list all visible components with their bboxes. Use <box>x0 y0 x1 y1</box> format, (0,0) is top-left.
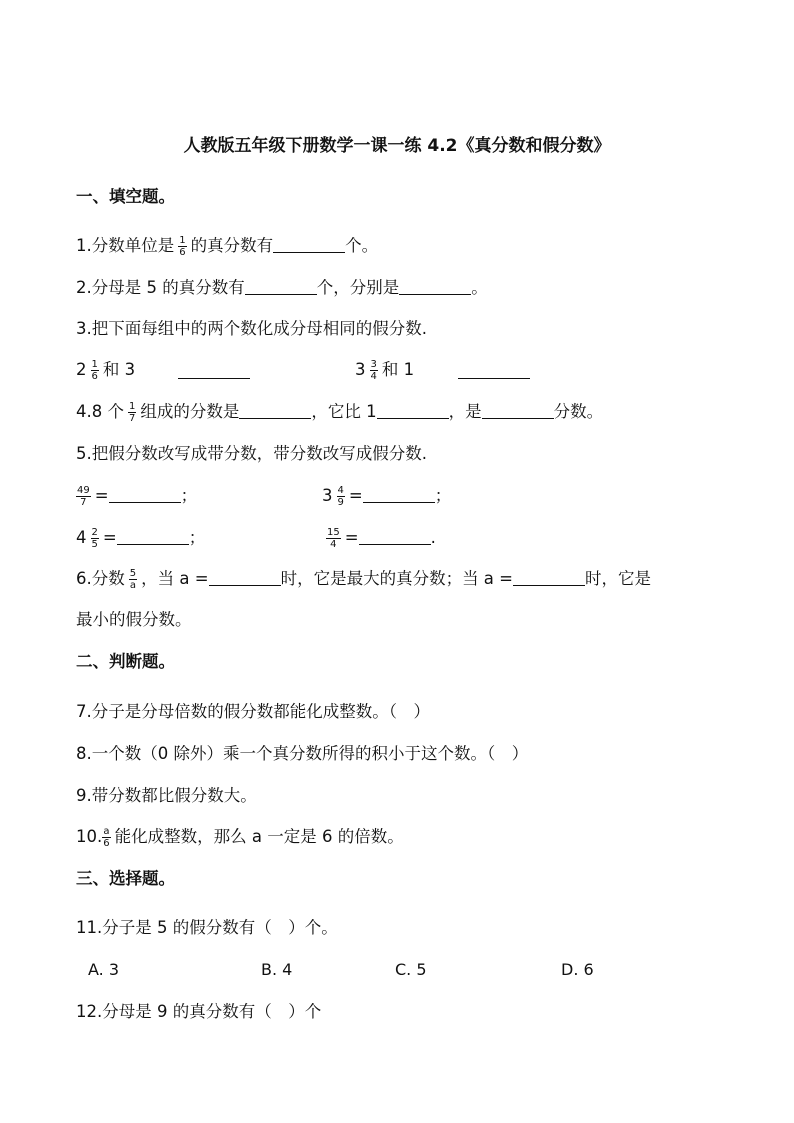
q6-fraction: $\frac{5}{a}$ <box>129 568 137 591</box>
q5-i1-equals: = <box>94 486 109 505</box>
q1-answer-blank[interactable] <box>273 236 345 253</box>
q3-left-fraction: $\frac{1}{6}$ <box>91 359 98 382</box>
q3-left-blank[interactable] <box>178 362 250 379</box>
q5-i2-blank[interactable] <box>363 486 435 503</box>
q4-blank-2[interactable] <box>377 402 449 419</box>
question-6 <box>76 564 651 594</box>
q6-text-c: 时，它是最大的真分数；当 a = <box>280 569 513 588</box>
question-1 <box>76 231 378 261</box>
q2-text-c: 。 <box>471 278 488 297</box>
q5-i4-fraction: $\frac{15}{4}$ <box>327 527 340 550</box>
q5-i4-blank[interactable] <box>359 528 431 545</box>
q3-right-fraction: $\frac{3}{4}$ <box>370 359 377 382</box>
q3-right-blank[interactable] <box>458 362 530 379</box>
q10-text-a: 10. <box>76 827 103 846</box>
q3-left-whole: 2 <box>76 360 87 379</box>
q5-i1-blank[interactable] <box>109 486 181 503</box>
q4-text-d: ，是 <box>448 402 482 421</box>
q4-text-b: 组成的分数是 <box>140 402 240 421</box>
q5-i3-fraction: $\frac{2}{5}$ <box>91 527 98 550</box>
q6-text-a: 6.分数 <box>76 569 125 588</box>
q4-fraction: $\frac{1}{7}$ <box>129 401 136 424</box>
q4-blank-1[interactable] <box>239 402 311 419</box>
question-3: 3.把下面每组中的两个数化成分母相同的假分数. <box>76 319 427 338</box>
q6-blank-1[interactable] <box>209 569 281 586</box>
section-heading-true-false: 二、判断题。 <box>76 652 175 671</box>
question-8: 8.一个数（0 除外）乘一个真分数所得的积小于这个数。（ ） <box>76 744 529 763</box>
q6-blank-2[interactable] <box>513 569 585 586</box>
q11-option-a[interactable]: A. 3 <box>88 960 120 979</box>
q2-blank-count[interactable] <box>245 278 317 295</box>
question-4 <box>76 397 603 427</box>
section-heading-multiple-choice: 三、选择题。 <box>76 869 175 888</box>
q5-i2-equals: = <box>348 486 363 505</box>
q5-i1-end: ； <box>180 486 198 505</box>
page-title: 人教版五年级下册数学一课一练 4.2《真分数和假分数》 <box>183 136 611 156</box>
q3-right-and: 和 1 <box>381 360 415 379</box>
q4-text-e: 分数。 <box>553 402 604 421</box>
q5-i4-equals: = <box>344 528 359 547</box>
q3-right-whole: 3 <box>355 360 366 379</box>
q5-item-4 <box>322 523 436 553</box>
question-9: 9.带分数都比假分数大。 <box>76 786 257 805</box>
q5-i3-end: ； <box>188 528 206 547</box>
q6-text-d: 时，它是 <box>585 569 651 588</box>
q1-fraction: $\frac{1}{6}$ <box>179 235 186 258</box>
q1-text-c: 个。 <box>345 236 379 255</box>
question-7: 7.分子是分母倍数的假分数都能化成整数。（ ） <box>76 702 430 721</box>
question-5: 5.把假分数改写成带分数，带分数改写成假分数. <box>76 444 427 463</box>
q4-text-a: 4.8 个 <box>76 402 124 421</box>
q1-text-a: 1.分数单位是 <box>76 236 175 255</box>
q3-right-item <box>355 355 455 385</box>
q5-item-2 <box>322 481 451 511</box>
q2-blank-list[interactable] <box>399 278 471 295</box>
q5-i1-fraction: $\frac{49}{7}$ <box>77 485 90 508</box>
q5-i3-whole: 4 <box>76 528 87 547</box>
q5-i4-end: . <box>430 528 436 547</box>
q4-text-c: ，它比 1 <box>311 402 377 421</box>
q6-line-2: 最小的假分数。 <box>76 610 192 629</box>
q11-option-b[interactable]: B. 4 <box>261 960 293 979</box>
q5-i3-equals: = <box>102 528 117 547</box>
question-12: 12.分母是 9 的真分数有（ ）个 <box>76 1002 322 1021</box>
q5-i2-whole: 3 <box>322 486 333 505</box>
q5-item-1 <box>72 481 197 511</box>
q5-i3-blank[interactable] <box>117 528 189 545</box>
question-10 <box>76 822 404 852</box>
question-2 <box>76 273 488 303</box>
question-11: 11.分子是 5 的假分数有（ ）个。 <box>76 918 338 937</box>
section-heading-fill-blank: 一、填空题。 <box>76 187 175 206</box>
q6-text-b: ，当 a = <box>141 569 209 588</box>
q2-text-a: 2.分母是 5 的真分数有 <box>76 278 245 297</box>
q11-option-c[interactable]: C. 5 <box>395 960 427 979</box>
q10-text-b: 能化成整数，那么 a 一定是 6 的倍数。 <box>114 827 404 846</box>
q2-text-b: 个，分别是 <box>316 278 400 297</box>
q5-i2-fraction: $\frac{4}{9}$ <box>337 485 344 508</box>
q1-text-b: 的真分数有 <box>190 236 274 255</box>
q11-option-d[interactable]: D. 6 <box>561 960 594 979</box>
q4-blank-3[interactable] <box>482 402 554 419</box>
q10-fraction: $\frac{a}{6}$ <box>103 826 110 849</box>
q5-i2-end: ； <box>434 486 452 505</box>
q5-item-3 <box>76 523 205 553</box>
q3-left-and: 和 3 <box>102 360 136 379</box>
